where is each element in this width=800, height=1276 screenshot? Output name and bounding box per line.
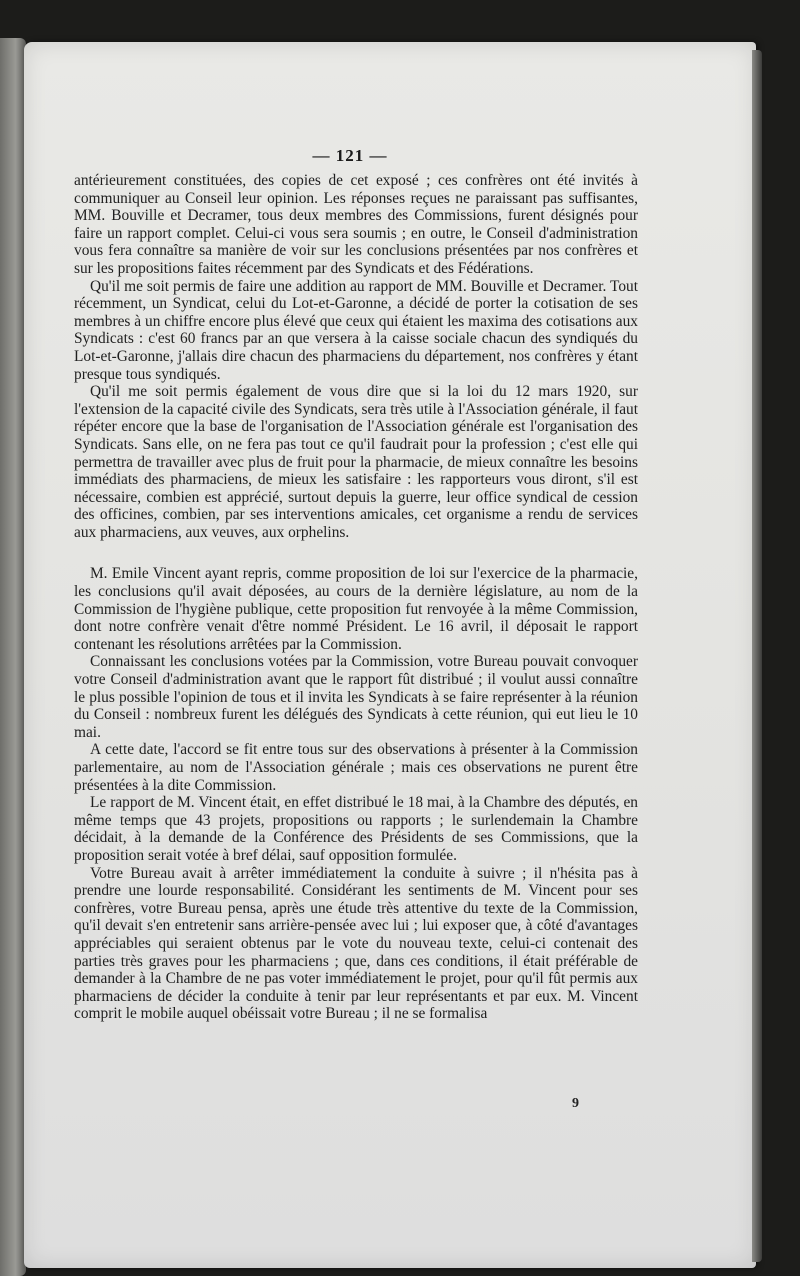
body-text — [74, 172, 638, 1023]
previous-page-edge — [0, 38, 26, 1276]
page-right-edge — [752, 50, 762, 1262]
paragraph-2: Qu'il me soit permis de faire une addition au rapport de MM. Bouville et Decramer. Tout récemment, un Syndicat, celui du Lot-et-Garonne, a décidé de porter la cotisation de ses membres à un chiffre encore plus élevé que ceux qui étaient les maxima des cotisations aux Syndicats : c'est 60 francs par an que versera à la caisse sociale chacun des syndiqués du Lot-et-Garonne, j'allais dire chacun des pharmaciens du département, nos confrères y étant presque tous syndiqués. — [74, 277, 638, 383]
paragraph-6: A cette date, l'accord se fit entre tous sur des observations à présenter à la Commission parlementaire, au nom de l'Association générale ; mais ces observations ne purent être présentées à la dite Commission. — [74, 741, 638, 794]
paragraph-1: antérieurement constituées, des copies de cet exposé ; ces confrères ont été invités à communiquer au Conseil leur opinion. Les réponses reçues ne paraissant pas suffisantes, MM. Bouville et Decramer, tous deux membres des Commissions, furent désignés pour faire un rapport complet. Celui-ci vous sera soumis ; en outre, le Conseil d'administration vous fera connaître sa manière de voir sur les conclusions présentées par nos confrères et sur les propositions faites récemment par des Syndicats et des Fédérations. — [74, 172, 638, 277]
paragraph-8: Votre Bureau avait à arrêter immédiatement la conduite à suivre ; il n'hésita pas à prendre une lourde responsabilité. Considérant les sentiments de M. Vincent pour ses confrères, votre Bureau pensa, après une étude très attentive du texte de la Commission, qu'il devait s'en entretenir sans arrière-pensée avec lui ; lui exposer que, à côté d'avantages appréciables qui seraient obtenus par le vote du nouveau texte, celui-ci contenait des parties très graves pour les pharmaciens ; que, dans ces conditions, il était préférable de demander à la Chambre de ne pas voter immédiatement le projet, pour qu'il fût permis aux pharmaciens de décider la conduite à tenir par leur représentants et par eux. M. Vincent comprit le mobile auquel obéissait votre Bureau ; il ne se formalisa — [74, 864, 638, 1023]
paragraph-4: M. Emile Vincent ayant repris, comme proposition de loi sur l'exercice de la pharmacie, les conclusions qu'il avait déposées, au cours de la dernière législature, au nom de la Commission de l'hygiène publique, cette proposition fut renvoyée à la même Commission, dont notre confrère venait d'être nommé Président. Le 16 avril, il déposait le rapport contenant les résolutions arrêtées par la Commission. — [74, 565, 638, 653]
paragraph-5: Connaissant les conclusions votées par la Commission, votre Bureau pouvait convoquer votre Conseil d'administration avant que le rapport fût distribué ; il voulut aussi connaître le plus possible l'opinion de tous et il invita les Syndicats à se faire représenter à la réunion du Conseil : nombreux furent les délégués des Syndicats à cette réunion, qui eut lieu le 10 mai. — [74, 653, 638, 741]
paragraph-7: Le rapport de M. Vincent était, en effet distribué le 18 mai, à la Chambre des députés, en même temps que 43 projets, propositions ou rapports ; le surlendemain la Chambre décidait, à la demande de la Conférence des Présidents de ses Commissions, que la proposition serait votée à bref délai, sauf opposition formulée. — [74, 794, 638, 864]
paragraph-3: Qu'il me soit permis également de vous dire que si la loi du 12 mars 1920, sur l'extension de la capacité civile des Syndicats, sera très utile à l'Association générale, il faut répéter encore que la base de l'organisation de l'Association générale est l'organisation des Syndicats. Sans elle, on ne fera pas tout ce qu'il faudrait pour la profession ; c'est elle qui permettra de travailler avec plus de fruit pour la pharmacie, de mieux connaître les besoins immédiats des pharmaciens, de mieux les satisfaire : les rapporteurs vous diront, s'il est nécessaire, combien est apprécié, surtout depuis la guerre, leur office syndical de cession des officines, combien, par ses interventions amicales, cet organisme a rendu de services aux pharmaciens, aux veuves, aux orphelins. — [74, 383, 638, 541]
page-number-header: — 121 — — [312, 146, 388, 165]
signature-mark: 9 — [572, 1096, 579, 1111]
